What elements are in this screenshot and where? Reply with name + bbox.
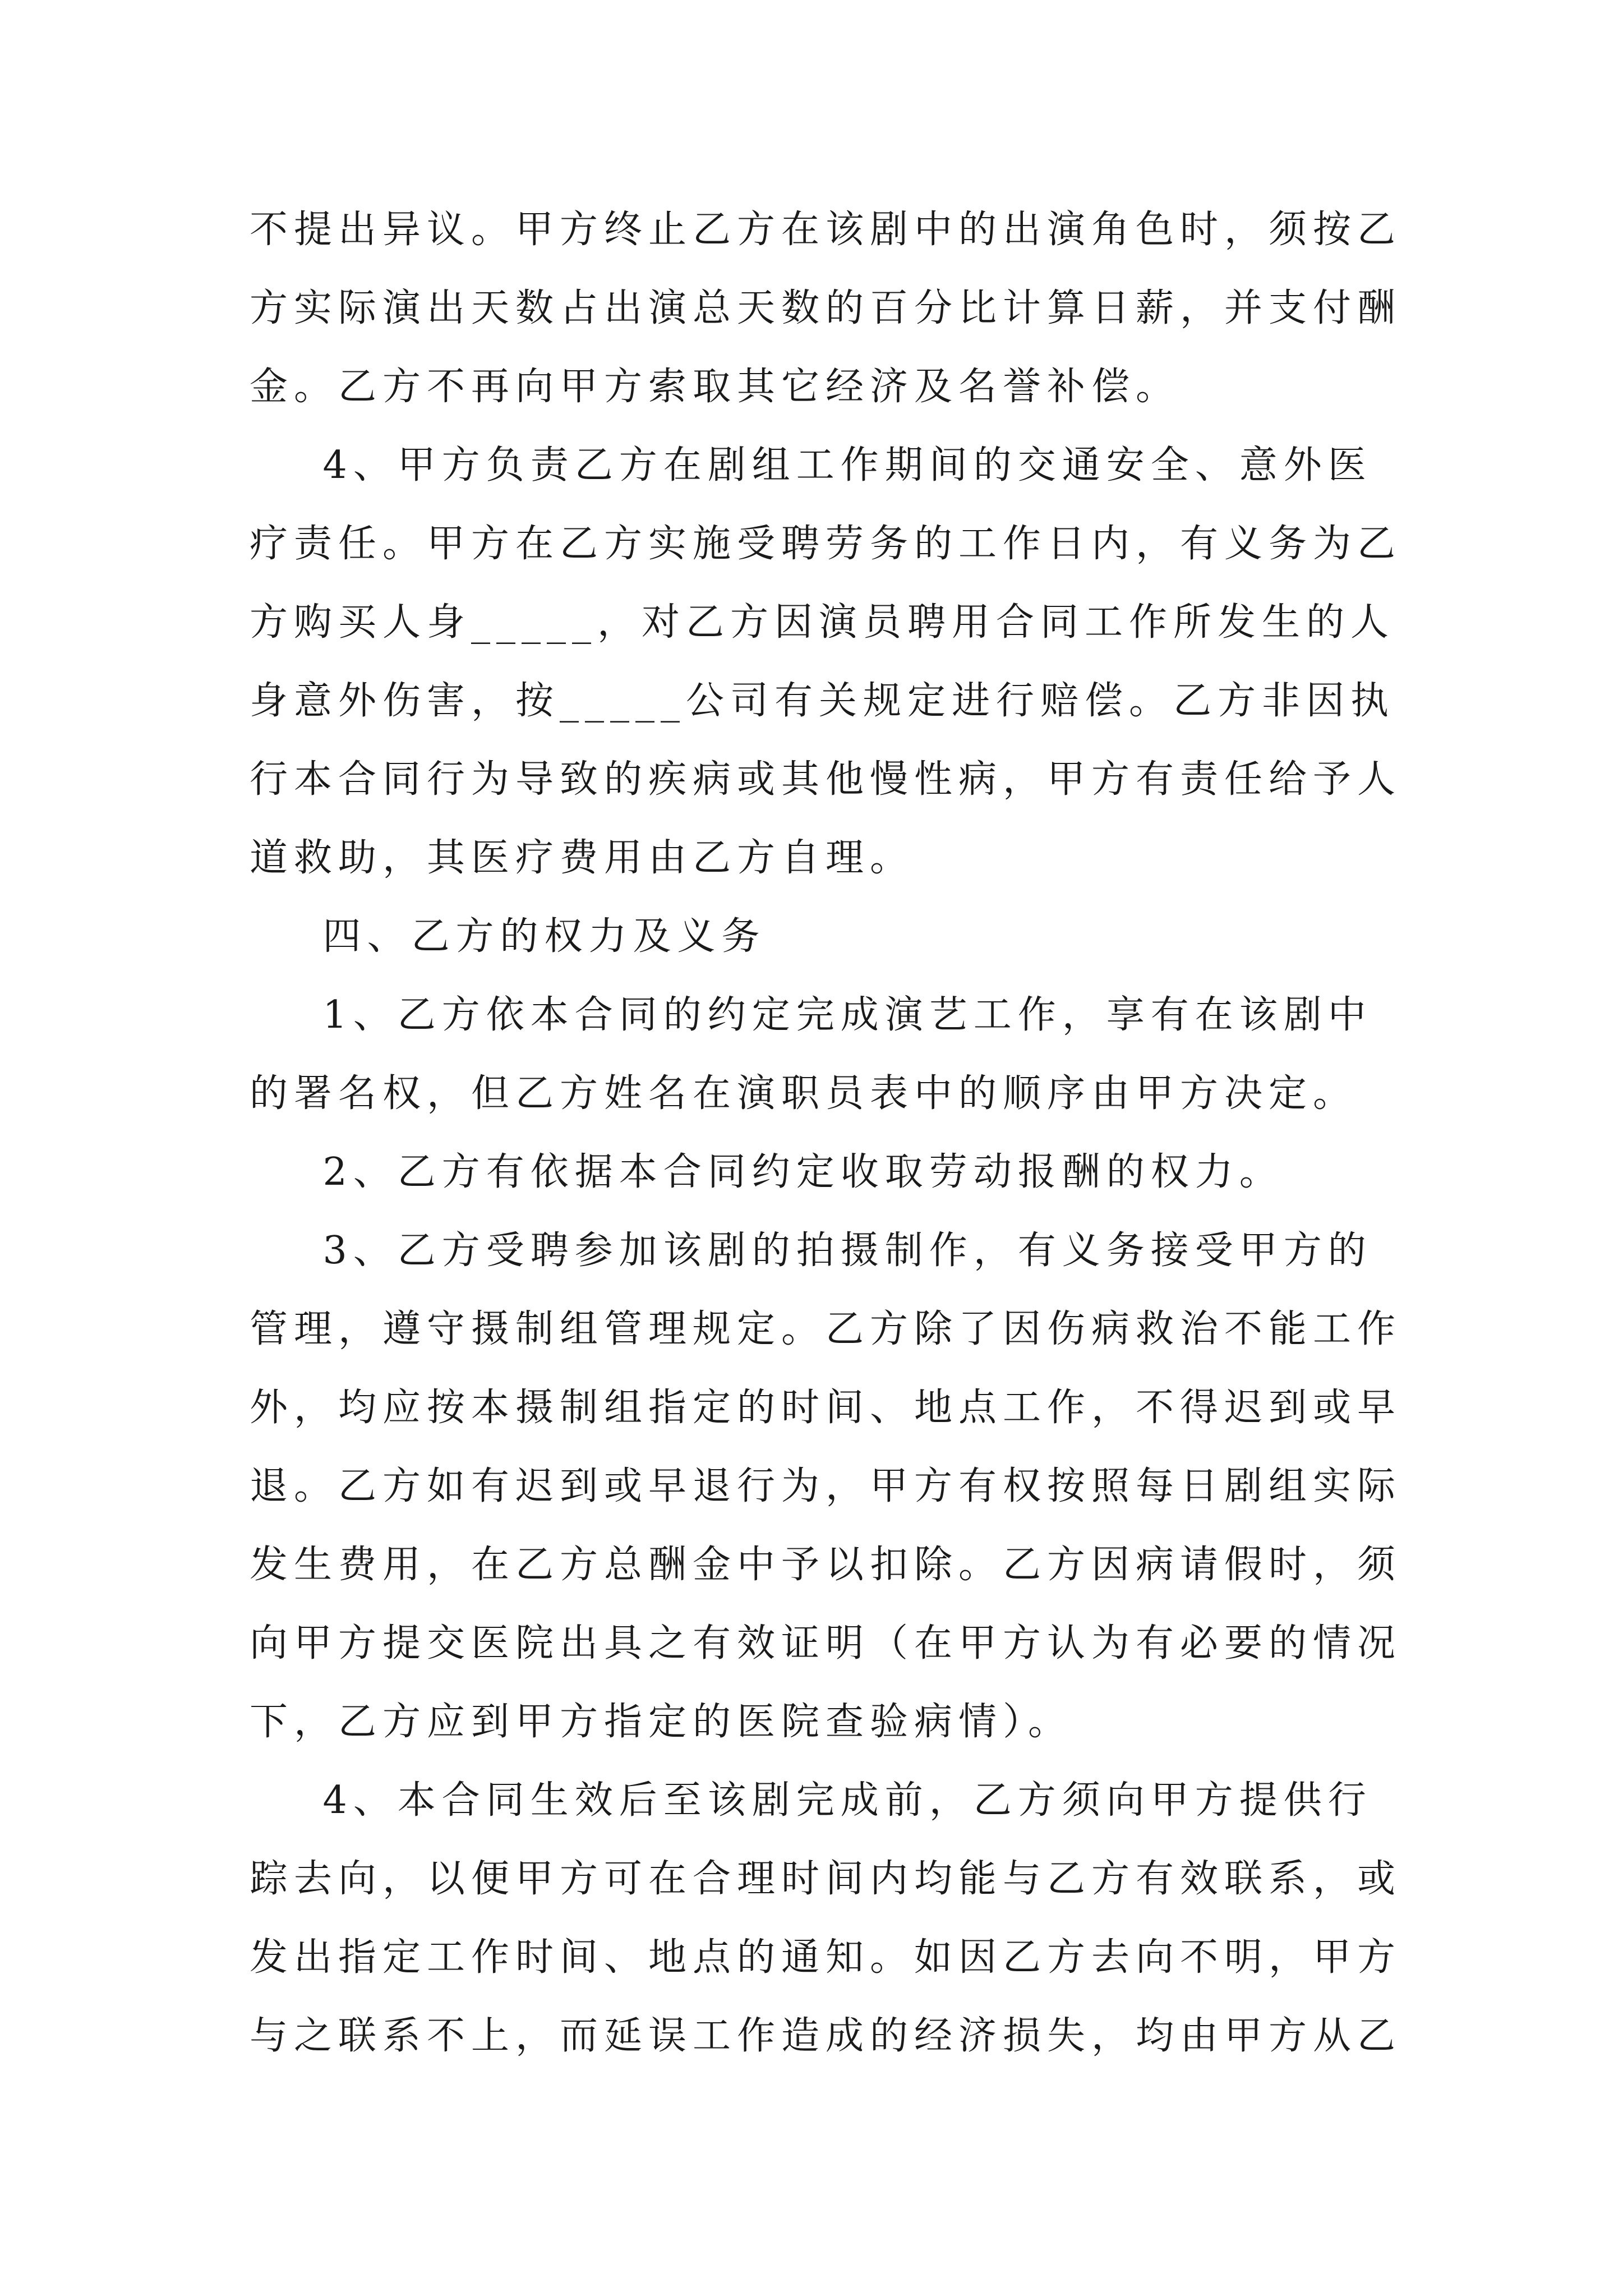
text-line: 疗责任。甲方在乙方实施受聘劳务的工作日内，有义务为乙: [250, 522, 1402, 566]
document-body: [250, 191, 1402, 2076]
text-line: 退。乙方如有迟到或早退行为，甲方有权按照每日剧组实际: [250, 1464, 1402, 1508]
text-line: 下，乙方应到甲方指定的医院查验病情）。: [250, 1700, 1073, 1744]
text-line: 外，均应按本摄制组指定的时间、地点工作，不得迟到或早: [250, 1386, 1402, 1430]
text-line: 2、乙方有依据本合同约定收取劳动报酬的权力。: [250, 1150, 1284, 1194]
text-line: 4、本合同生效后至该剧完成前，乙方须向甲方提供行: [250, 1778, 1372, 1823]
text-line: 道救助，其医疗费用由乙方自理。: [250, 836, 915, 880]
text-line: 方实际演出天数占出演总天数的百分比计算日薪，并支付酬: [250, 286, 1402, 330]
text-line: 金。乙方不再向甲方索取其它经济及名誉补偿。: [250, 365, 1181, 409]
text-line: 方购买人身_____，对乙方因演员聘用合同工作所发生的人: [250, 600, 1395, 645]
text-line: 的署名权，但乙方姓名在演职员表中的顺序由甲方决定。: [250, 1071, 1358, 1116]
text-line: 向甲方提交医院出具之有效证明（在甲方认为有必要的情况: [250, 1621, 1402, 1665]
text-line: 1、乙方依本合同的约定完成演艺工作，享有在该剧中: [250, 993, 1372, 1037]
text-line: 4、甲方负责乙方在剧组工作期间的交通安全、意外医: [250, 443, 1372, 487]
text-line: 与之联系不上，而延误工作造成的经济损失，均由甲方从乙: [250, 2014, 1402, 2058]
text-line: 身意外伤害，按_____公司有关规定进行赔偿。乙方非因执: [250, 679, 1395, 723]
text-line: 管理，遵守摄制组管理规定。乙方除了因伤病救治不能工作: [250, 1307, 1402, 1351]
section-heading: 四、乙方的权力及义务: [250, 914, 766, 959]
text-line: 踪去向，以便甲方可在合理时间内均能与乙方有效联系，或: [250, 1857, 1402, 1901]
text-line: 行本合同行为导致的疾病或其他慢性病，甲方有责任给予人: [250, 757, 1402, 802]
text-line: 发生费用，在乙方总酬金中予以扣除。乙方因病请假时，须: [250, 1543, 1402, 1587]
text-line: 3、乙方受聘参加该剧的拍摄制作，有义务接受甲方的: [250, 1228, 1372, 1273]
text-line: 发出指定工作时间、地点的通知。如因乙方去向不明，甲方: [250, 1935, 1402, 1980]
text-line: 不提出异议。甲方终止乙方在该剧中的出演角色时，须按乙: [250, 208, 1402, 252]
